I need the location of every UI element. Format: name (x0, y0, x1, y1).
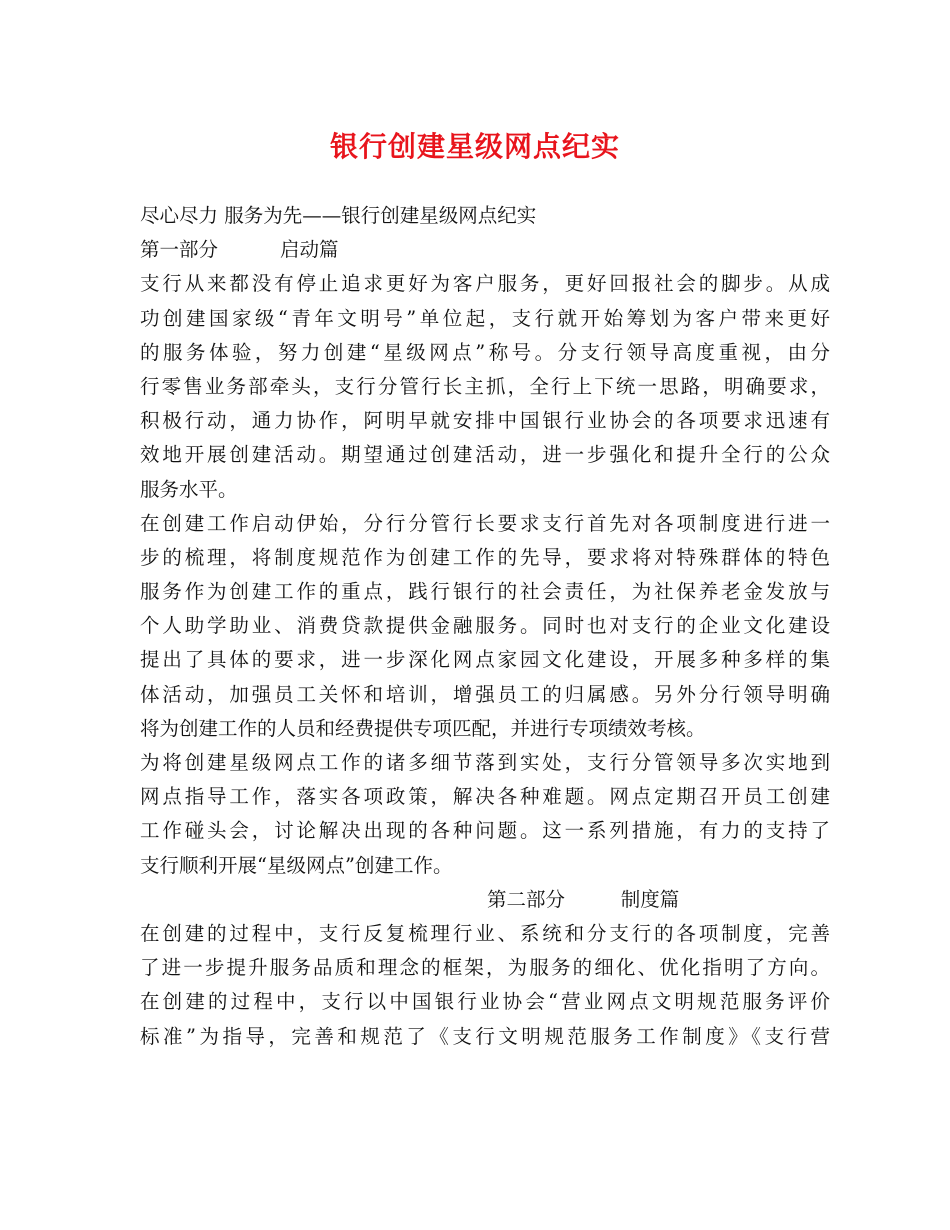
paragraph-line: 的服务体验，努力创建“星级网点”称号。分支行领导高度重视，由分 (140, 340, 830, 364)
paragraph-line: 体活动，加强员工关怀和培训，增强员工的归属感。另外分行领导明确 (140, 682, 830, 706)
paragraph-line: 网点指导工作，落实各项政策，解决各种难题。网点定期召开员工创建 (140, 785, 830, 809)
paragraph-line: 在创建的过程中，支行以中国银行业协会“营业网点文明规范服务评价 (140, 990, 830, 1014)
paragraph-line: 效地开展创建活动。期望通过创建活动，进一步强化和提升全行的公众 (140, 443, 830, 467)
paragraph-line: 步的梳理，将制度规范作为创建工作的先导，要求将对特殊群体的特色 (140, 545, 830, 569)
paragraph-line: 支行从来都没有停止追求更好为客户服务，更好回报社会的脚步。从成 (140, 272, 830, 296)
section-heading-policy: 第二部分 制度篇 (487, 887, 680, 911)
document-body (140, 199, 830, 1054)
paragraph-line: 服务水平。 (140, 477, 238, 501)
paragraph-line: 在创建工作启动伊始，分行分管行长要求支行首先对各项制度进行进一 (140, 511, 830, 535)
paragraph-line: 个人助学助业、消费贷款提供金融服务。同时也对支行的企业文化建设 (140, 614, 830, 638)
paragraph-line: 服务作为创建工作的重点，践行银行的社会责任，为社保养老金发放与 (140, 580, 830, 604)
paragraph-line: 工作碰头会，讨论解决出现的各种问题。这一系列措施，有力的支持了 (140, 819, 830, 843)
section-heading-startup: 第一部分 启动篇 (140, 238, 339, 262)
paragraph-line: 为将创建星级网点工作的诸多细节落到实处，支行分管领导多次实地到 (140, 751, 830, 774)
paragraph-line: 积极行动，通力协作，阿明早就安排中国银行业协会的各项要求迅速有 (140, 409, 830, 433)
paragraph-line: 了进一步提升服务品质和理念的框架，为服务的细化、优化指明了方向。 (140, 956, 830, 980)
document-title: 银行创建星级网点纪实 (329, 130, 620, 163)
paragraph-line: 标准”为指导，完善和规范了《支行文明规范服务工作制度》《支行营 (140, 1024, 830, 1048)
paragraph-line: 支行顺利开展“星级网点”创建工作。 (140, 853, 453, 877)
paragraph-line: 行零售业务部牵头，支行分管行长主抓，全行上下统一思路，明确要求， (140, 374, 830, 398)
document-subtitle: 尽心尽力 服务为先——银行创建星级网点纪实 (140, 204, 537, 227)
paragraph-line: 功创建国家级“青年文明号”单位起，支行就开始筹划为客户带来更好 (140, 306, 830, 330)
paragraph-line: 将为创建工作的人员和经费提供专项匹配，并进行专项绩效考核。 (140, 716, 706, 740)
paragraph-line: 在创建的过程中，支行反复梳理行业、系统和分支行的各项制度，完善 (140, 921, 830, 945)
paragraph-line: 提出了具体的要求，进一步深化网点家园文化建设，开展多种多样的集 (140, 648, 830, 672)
